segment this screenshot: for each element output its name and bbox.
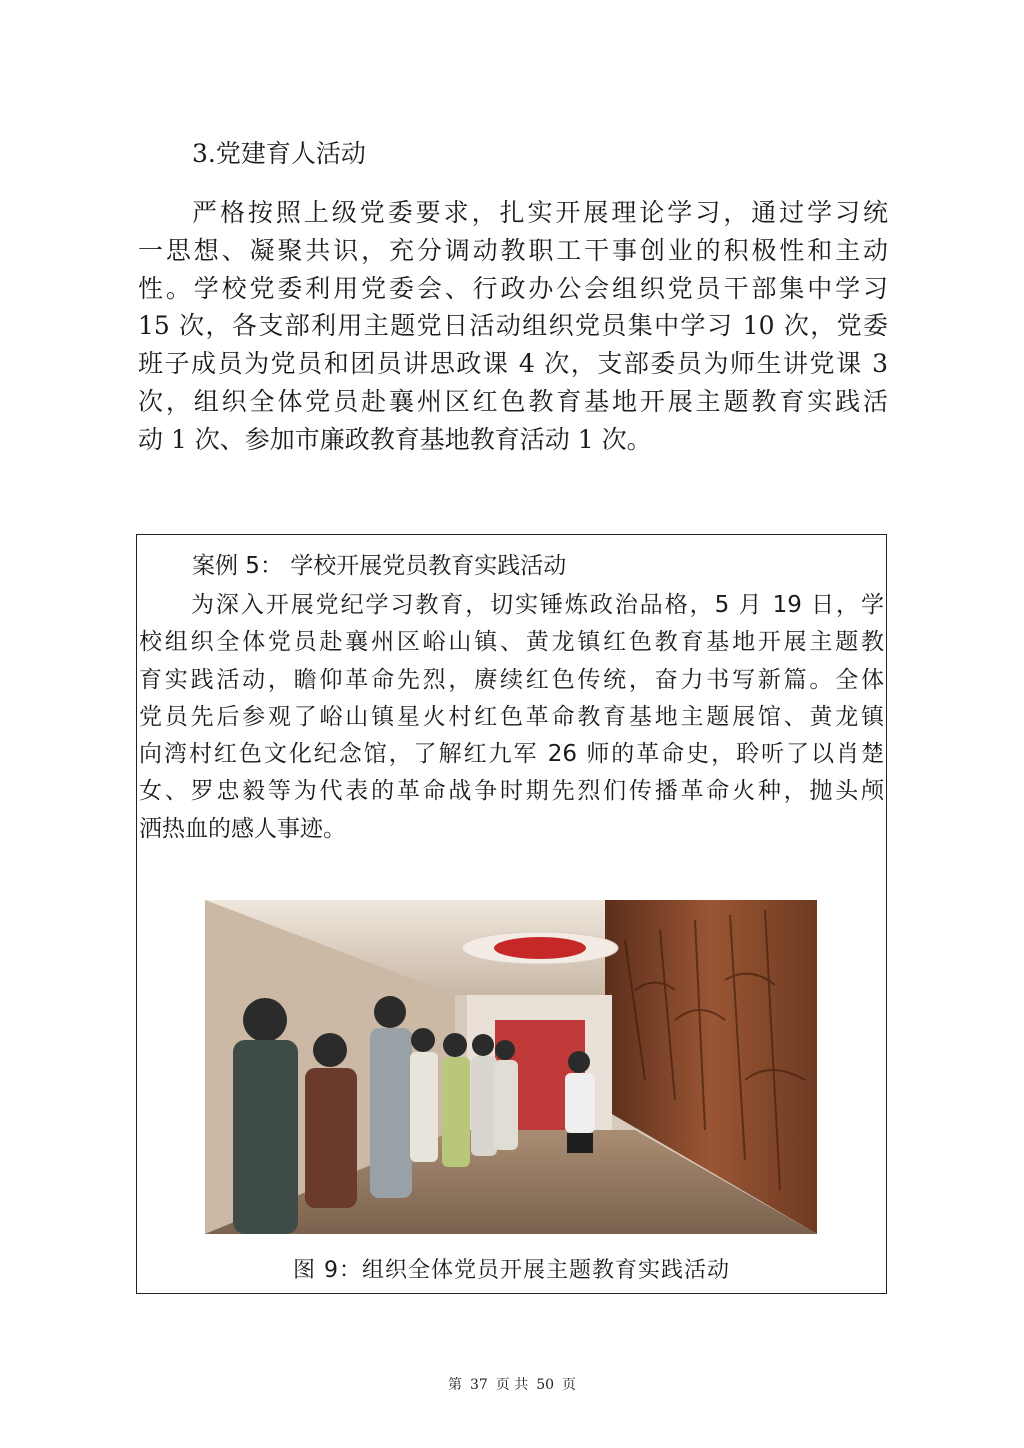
case-box <box>136 534 887 1294</box>
case-line: 洒热血的感人事迹。 <box>139 815 346 842</box>
section-heading: 3.党建育人活动 <box>192 139 366 168</box>
page-total: 50 <box>536 1377 555 1393</box>
section-paragraph <box>138 194 888 459</box>
case-line: 为深入开展党纪学习教育，切实锤炼政治品格，5 月 19 日，学 <box>191 592 884 618</box>
paragraph-line: 严格按照上级党委要求，扎实开展理论学习，通过学习统 <box>192 198 888 227</box>
case-line: 党员先后参观了峪山镇星火村红色革命教育基地主题展馆、黄龙镇 <box>139 703 884 730</box>
case-body <box>139 587 884 848</box>
case-title: 案例 5： 学校开展党员教育实践活动 <box>192 553 567 579</box>
page-number: 37 <box>469 1377 488 1393</box>
footer-prefix: 第 <box>447 1377 462 1393</box>
case-line: 向湾村红色文化纪念馆，了解红九军 26 师的革命史，聆听了以肖楚 <box>139 741 884 768</box>
activity-photo <box>205 900 817 1234</box>
paragraph-line: 动 1 次、参加市廉政教育基地教育活动 1 次。 <box>138 424 652 454</box>
case-line: 女、罗忠毅等为代表的革命战争时期先烈们传播革命火种，抛头颅 <box>139 778 884 805</box>
footer-middle: 页 共 <box>495 1377 529 1393</box>
paragraph-line: 次，组织全体党员赴襄州区红色教育基地开展主题教育实践活 <box>138 386 888 416</box>
figure-caption: 图 9：组织全体党员开展主题教育实践活动 <box>293 1258 730 1283</box>
paragraph-line: 15 次，各支部利用主题党日活动组织党员集中学习 10 次，党委 <box>138 311 888 341</box>
paragraph-line: 性。学校党委利用党委会、行政办公会组织党员干部集中学习 <box>138 273 888 303</box>
museum-visit-illustration <box>205 900 817 1234</box>
page-footer <box>0 1374 1024 1394</box>
paragraph-line: 班子成员为党员和团员讲思政课 4 次，支部委员为师生讲党课 3 <box>138 349 888 379</box>
case-line: 校组织全体党员赴襄州区峪山镇、黄龙镇红色教育基地开展主题教 <box>139 629 884 656</box>
footer-suffix: 页 <box>562 1377 577 1393</box>
case-line: 育实践活动，瞻仰革命先烈，赓续红色传统，奋力书写新篇。全体 <box>139 666 884 693</box>
paragraph-line: 一思想、凝聚共识，充分调动教职工干事创业的积极性和主动 <box>138 235 888 265</box>
